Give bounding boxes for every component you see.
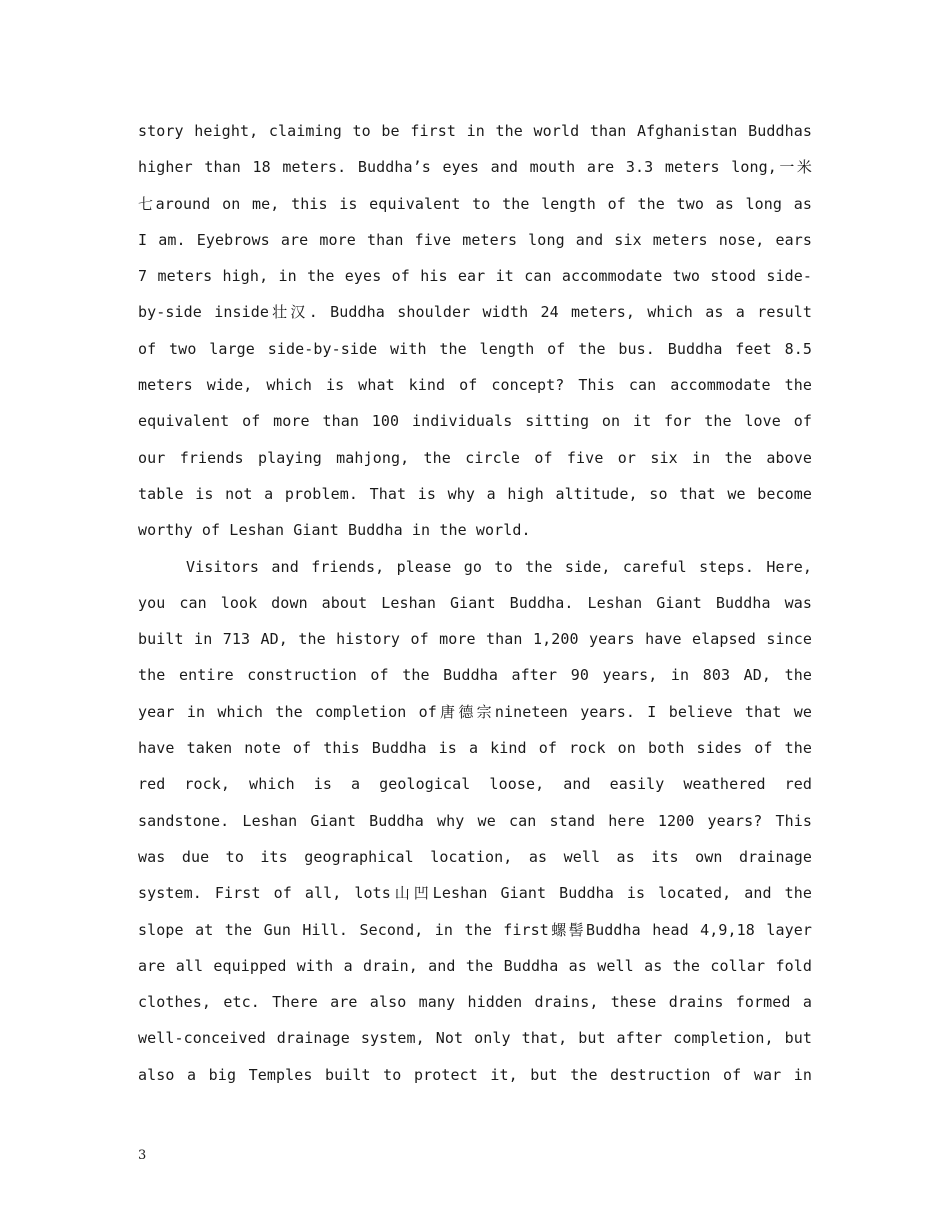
text-line: story height, claiming to be first in the world than Afghanistan Buddhas [138, 122, 812, 140]
page-number: 3 [138, 1148, 147, 1163]
text-line: the entire construction of the Buddha after 90 years, in 803 AD, the [138, 666, 812, 685]
text-line: I am. Eyebrows are more than five meters long and six meters nose, ears [138, 230, 812, 249]
text-line: red rock, which is a geological loose, and easily weathered red [138, 775, 812, 794]
body-text [138, 113, 812, 1093]
text-line: well-conceived drainage system, Not only that, but after completion, but [138, 1029, 812, 1048]
text-line: 7 meters high, in the eyes of his ear it can accommodate two stood side- [138, 267, 812, 286]
text-line: of two large side-by-side with the length of the bus. Buddha feet 8.5 [138, 339, 812, 358]
text-line: year in which the completion of唐德宗nineteen years. I believe that we [138, 702, 812, 721]
text-line: meters wide, which is what kind of concept? This can accommodate the [138, 376, 812, 395]
text-line: equivalent of more than 100 individuals sitting on it for the love of [138, 412, 812, 431]
text-line: Visitors and friends, please go to the side, careful steps. Here, [186, 557, 812, 576]
text-line: table is not a problem. That is why a high altitude, so that we become [138, 484, 812, 503]
paragraph-1 [138, 113, 812, 549]
paragraph-2 [138, 549, 812, 1093]
text-line: you can look down about Leshan Giant Buddha. Leshan Giant Buddha was [138, 593, 812, 612]
text-line: sandstone. Leshan Giant Buddha why we can stand here 1200 years? This [138, 811, 812, 830]
text-line: our friends playing mahjong, the circle of five or six in the above [138, 448, 812, 467]
text-line: have taken note of this Buddha is a kind of rock on both sides of the [138, 739, 812, 758]
text-line: system. First of all, lots山凹Leshan Giant Buddha is located, and the [138, 884, 812, 903]
text-line: worthy of Leshan Giant Buddha in the world. [138, 521, 531, 540]
text-line: clothes, etc. There are also many hidden drains, these drains formed a [138, 993, 812, 1012]
text-line: are all equipped with a drain, and the Buddha as well as the collar fold [138, 956, 812, 975]
text-line: by-side inside壮汉. Buddha shoulder width 24 meters, which as a result [138, 303, 812, 322]
text-line: was due to its geographical location, as well as its own drainage [138, 847, 812, 866]
text-line: 七around on me, this is equivalent to the length of the two as long as [138, 194, 812, 213]
text-line: also a big Temples built to protect it, but the destruction of war in [138, 1065, 812, 1084]
text-line: slope at the Gun Hill. Second, in the first螺髻Buddha head 4,9,18 layer [138, 920, 812, 939]
text-line: built in 713 AD, the history of more than 1,200 years have elapsed since [138, 630, 812, 649]
text-line: higher than 18 meters. Buddha’s eyes and mouth are 3.3 meters long,一米 [138, 158, 812, 177]
